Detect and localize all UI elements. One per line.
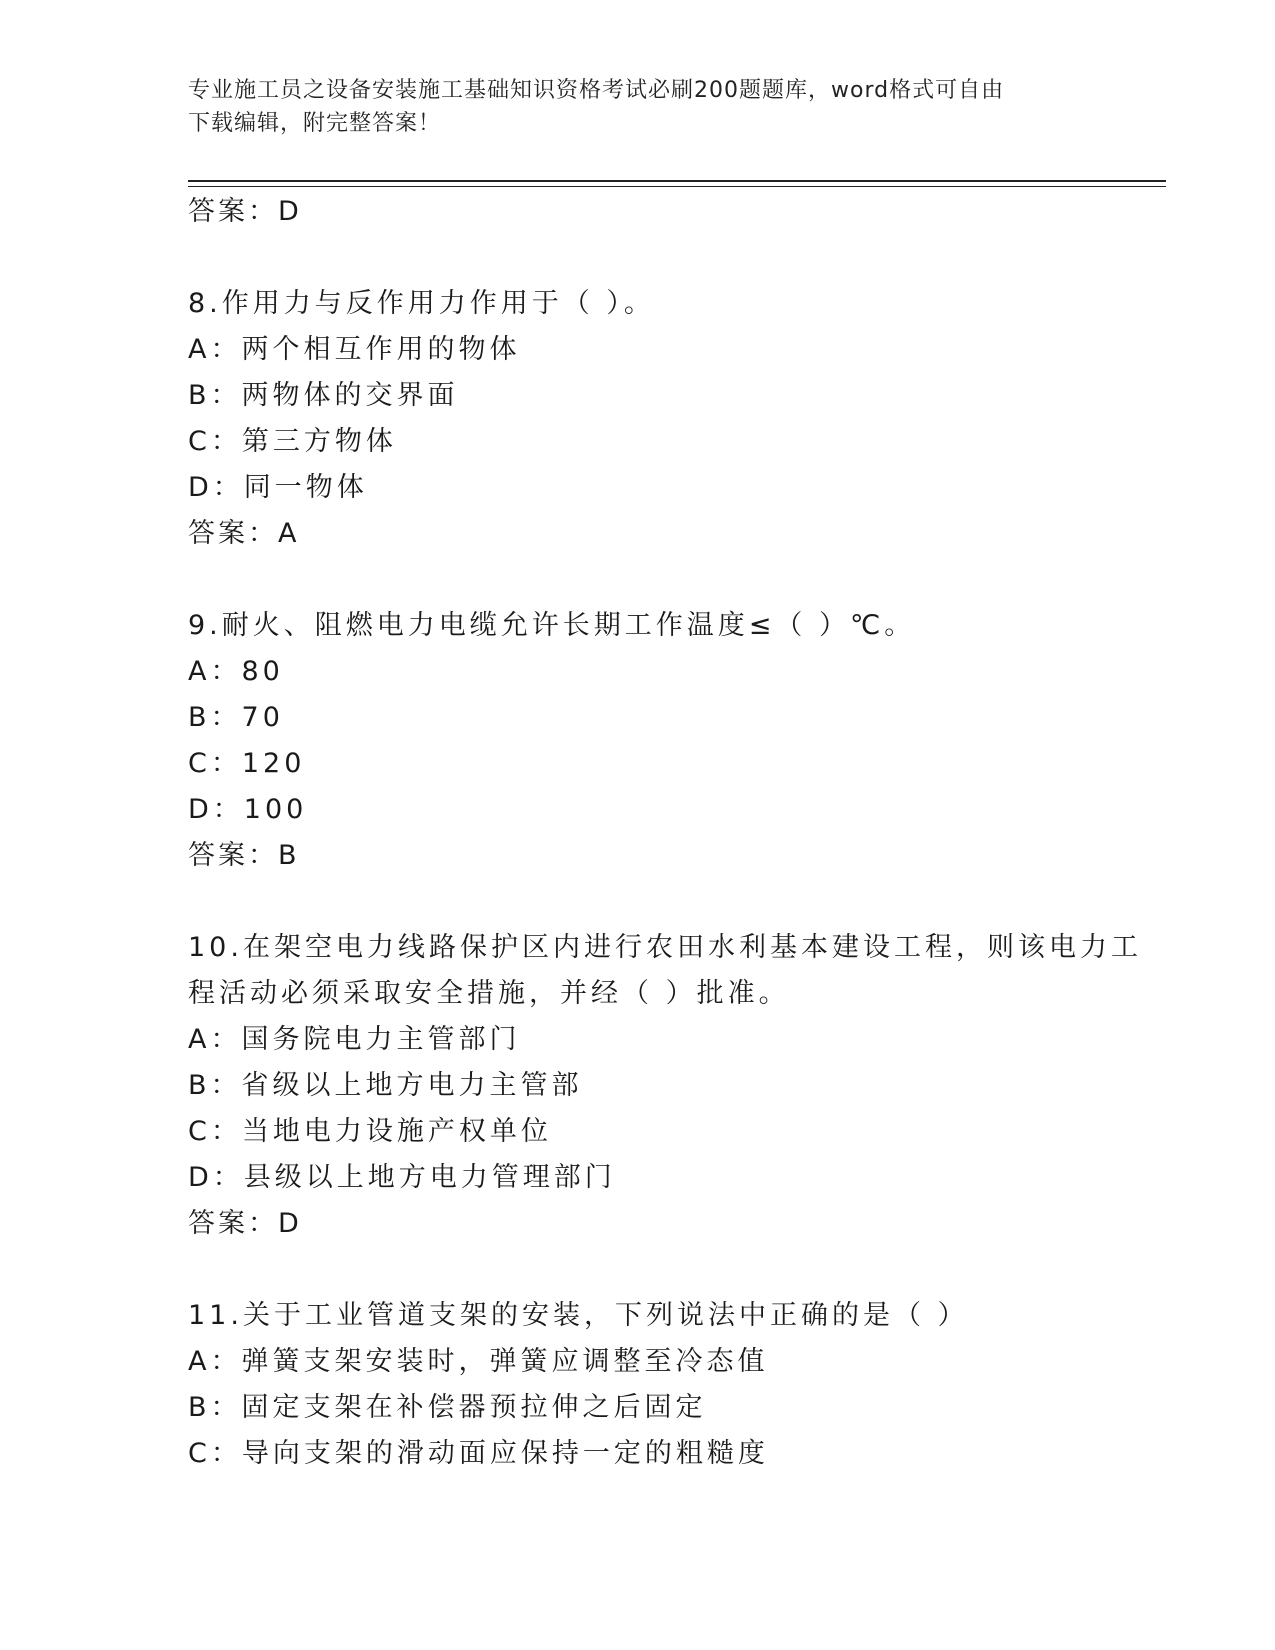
header-divider-thin	[188, 186, 1166, 187]
option-b: B：70	[188, 702, 284, 733]
option-a: A：80	[188, 656, 284, 687]
answer-line: 答案：A	[188, 518, 300, 549]
option-b: B：固定支架在补偿器预拉伸之后固定	[188, 1392, 707, 1423]
question-stem-line-2: 程活动必须采取安全措施，并经（ ）批准。	[188, 978, 790, 1009]
question-10	[188, 925, 1142, 1247]
question-9	[188, 603, 1128, 879]
header-line-2: 下载编辑，附完整答案！	[188, 111, 442, 136]
option-a: A：国务院电力主管部门	[188, 1024, 521, 1055]
header-line-1: 专业施工员之设备安装施工基础知识资格考试必刷200题题库，word格式可自由	[188, 78, 1005, 103]
spacer	[188, 1247, 1128, 1293]
option-b: B：两物体的交界面	[188, 380, 459, 411]
question-stem: 8.作用力与反作用力作用于（ ）。	[188, 288, 655, 319]
option-d: D：100	[188, 794, 308, 825]
option-c: C：当地电力设施产权单位	[188, 1116, 552, 1147]
answer-line: 答案：B	[188, 840, 300, 871]
option-c: C：导向支架的滑动面应保持一定的粗糙度	[188, 1438, 769, 1469]
spacer	[188, 879, 1128, 925]
document-header	[188, 74, 1088, 140]
question-stem: 11.关于工业管道支架的安装，下列说法中正确的是（ ）	[188, 1300, 969, 1331]
spacer	[188, 235, 1128, 281]
option-d: D：县级以上地方电力管理部门	[188, 1162, 616, 1193]
spacer	[188, 557, 1128, 603]
answer-line: 答案：D	[188, 1208, 302, 1239]
option-b: B：省级以上地方电力主管部	[188, 1070, 583, 1101]
option-a: A：弹簧支架安装时，弹簧应调整至冷态值	[188, 1346, 769, 1377]
option-c: C：120	[188, 748, 306, 779]
question-11	[188, 1293, 1128, 1477]
question-stem-line-1: 10.在架空电力线路保护区内进行农田水利基本建设工程，则该电力工	[188, 932, 1142, 963]
question-list	[188, 189, 1142, 1477]
option-d: D：同一物体	[188, 472, 368, 503]
answer-line: 答案：D	[188, 196, 302, 227]
question-stem: 9.耐火、阻燃电力电缆允许长期工作温度≤（ ）℃。	[188, 610, 916, 641]
option-c: C：第三方物体	[188, 426, 397, 457]
option-a: A：两个相互作用的物体	[188, 334, 521, 365]
header-divider	[188, 180, 1166, 182]
question-8	[188, 281, 1128, 557]
